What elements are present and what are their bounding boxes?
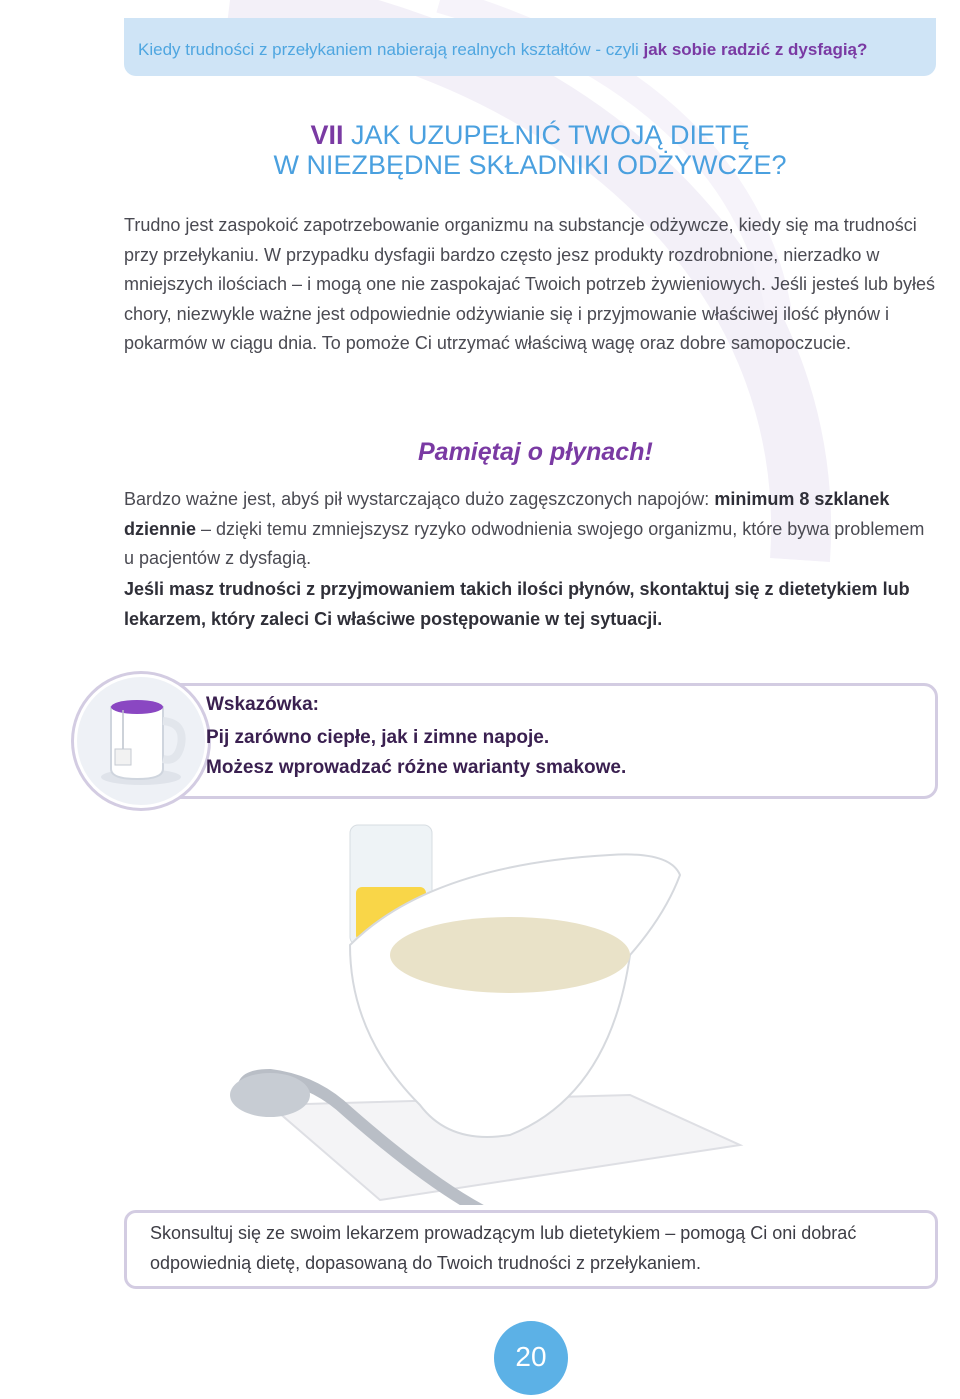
- mug-illustration: [74, 674, 208, 808]
- fluids-paragraph: [124, 485, 938, 574]
- chapter-number: VII: [310, 120, 344, 150]
- fluids-subheading: Pamiętaj o płynach!: [418, 438, 653, 466]
- mug-icon: [77, 677, 205, 805]
- tip-label: Wskazówka:: [206, 694, 319, 715]
- header-emphasis: jak sobie radzić z dysfagią?: [643, 40, 868, 59]
- fluids-text-after: – dzięki temu zmniejszysz ryzyko odwodnienia swojego organizmu, które bywa problemem u pacjentów z dysfagią.: [124, 518, 925, 568]
- closing-text: Skonsultuj się ze swoim lekarzem prowadzącym lub dietetykiem – pomogą Ci oni dobrać odpowiednią dietę, dopasowaną do Twoich trudności z przełykaniem.: [150, 1223, 857, 1273]
- intro-paragraph: Trudno jest zaspokoić zapotrzebowanie organizmu na substancje odżywcze, kiedy się ma trudności przy przełykaniu. W przypadku dysfagii bardzo często jesz produkty rozdrobnione, nierzadko w mniejszych ilościach – i mogą one nie zaspokajać Twoich potrzeb żywieniowych. Jeśli jesteś lub byłeś chory, niezwykle ważne jest odpowiednie odżywianie się i przyjmowanie właściwej ilość płynów i pokarmów w ciągu dnia. To pomoże Ci utrzymać właściwą wagę oraz dobre samopoczucie.: [124, 215, 936, 353]
- header-prefix: Kiedy trudności z przełykaniem nabierają realnych kształtów - czyli: [138, 40, 644, 59]
- fluids-text-bold: minimum 8 szklanek dziennie: [124, 489, 890, 539]
- running-header: [138, 40, 867, 60]
- chapter-title: [180, 120, 880, 180]
- chapter-title-line1: JAK UZUPEŁNIĆ TWOJĄ DIETĘ: [343, 120, 750, 150]
- tip-line1: Pij zarówno ciepłe, jak i zimne napoje.: [206, 727, 550, 748]
- page-number: 20: [515, 1341, 547, 1372]
- fluids-advice: Jeśli masz trudności z przyjmowaniem takich ilości płynów, skontaktuj się z dietetykiem lub lekarzem, który zaleci Ci właściwe postępowanie w tej sytuacji.: [124, 579, 910, 629]
- fluids-text-before: Bardzo ważne jest, abyś pił wystarczająco dużo zagęszczonych napojów:: [124, 489, 715, 509]
- tip-line2: Możesz wprowadzać różne warianty smakowe.: [206, 757, 627, 778]
- chapter-title-line2: W NIEZBĘDNE SKŁADNIKI ODŻYWCZE?: [273, 150, 787, 180]
- porridge-bowl-image: [210, 805, 750, 1205]
